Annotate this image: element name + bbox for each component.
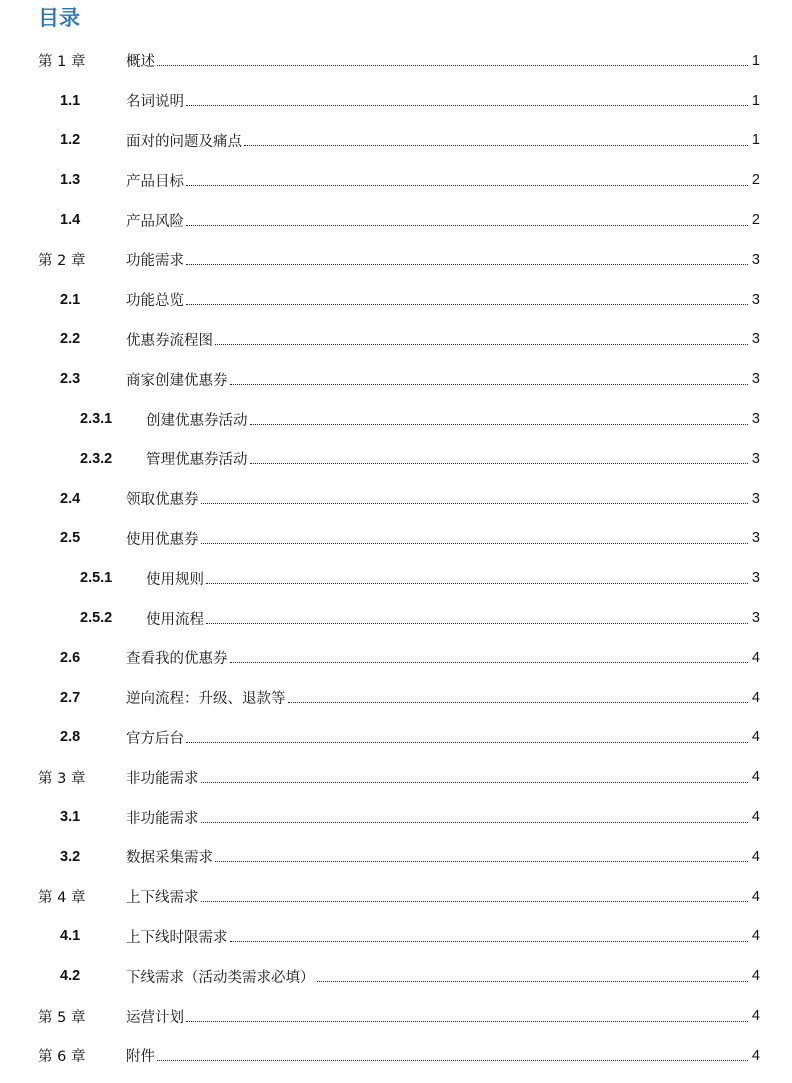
toc-dot-leader [244,145,748,146]
toc-entry-number: 第 4 章 [38,890,86,907]
toc-entry[interactable] [0,1036,792,1076]
toc-entry-page-number: 3 [751,490,760,507]
toc-dot-leader [186,105,748,106]
toc-entry-page-number: 3 [751,331,760,348]
toc-entry-title: 功能总览 [126,293,184,310]
toc-entry[interactable] [0,41,792,81]
toc-dot-leader [186,742,748,743]
toc-entry-title: 产品目标 [126,173,184,190]
toc-entry-title: 管理优惠券活动 [146,452,248,469]
toc-entry-title: 查看我的优惠券 [126,651,228,668]
toc-dot-leader [250,424,749,425]
toc-entry[interactable] [0,280,792,320]
toc-entry[interactable] [0,519,792,559]
toc-entry-number: 2.8 [60,729,81,746]
toc-dot-leader [215,344,748,345]
toc-entry-number: 2.6 [60,649,81,666]
toc-dot-leader [206,583,748,584]
toc-title: 目录 [38,6,80,30]
toc-entry[interactable] [0,479,792,519]
toc-entry-page-number: 2 [751,172,760,189]
toc-entry[interactable] [0,917,792,957]
toc-dot-leader [201,901,749,902]
toc-entry[interactable] [0,678,792,718]
toc-entry-number: 2.4 [60,490,81,507]
toc-entry[interactable] [0,200,792,240]
toc-dot-leader [250,463,749,464]
toc-entry-number: 第 6 章 [38,1049,86,1066]
toc-entry[interactable] [0,956,792,996]
toc-entry-page-number: 1 [751,132,760,149]
toc-entry-page-number: 2 [751,212,760,229]
toc-entry-number: 第 2 章 [38,253,86,270]
toc-entry-page-number: 3 [751,251,760,268]
toc-entry-title: 名词说明 [126,94,184,111]
toc-entry-page-number: 3 [751,530,760,547]
toc-entry-page-number: 4 [751,888,760,905]
toc-entry[interactable] [0,359,792,399]
toc-entry[interactable] [0,121,792,161]
toc-dot-leader [230,662,749,663]
toc-entry-number: 3.1 [60,809,81,826]
toc-entry-page-number: 3 [751,570,760,587]
toc-entry[interactable] [0,837,792,877]
toc-entry-number: 2.5.2 [80,610,113,627]
toc-entry-page-number: 4 [751,848,760,865]
toc-entry-number: 2.3.2 [80,450,113,467]
toc-entry-number: 3.2 [60,848,81,865]
toc-entry-number: 2.7 [60,689,81,706]
toc-entry[interactable] [0,160,792,200]
toc-entry-title: 非功能需求 [126,770,199,787]
toc-entry-title: 使用规则 [146,571,204,588]
toc-entry-page-number: 4 [751,729,760,746]
toc-entry-number: 2.2 [60,331,81,348]
toc-entry-title: 逆向流程：升级、退款等 [126,691,286,708]
toc-dot-leader [157,1060,748,1061]
toc-entry-title: 运营计划 [126,1009,184,1026]
toc-dot-leader [317,981,749,982]
toc-entry-number: 2.5.1 [80,570,113,587]
toc-entry-title: 上下线时限需求 [126,929,228,946]
toc-entry-page-number: 4 [751,689,760,706]
toc-entry[interactable] [0,399,792,439]
toc-entry-title: 概述 [126,54,155,71]
toc-entry-number: 2.5 [60,530,81,547]
toc-entry[interactable] [0,81,792,121]
toc-entry-title: 附件 [126,1049,155,1066]
toc-entry-title: 非功能需求 [126,810,199,827]
toc-entry-title: 官方后台 [126,730,184,747]
toc-entry-number: 2.3 [60,371,81,388]
toc-entry-number: 4.1 [60,928,81,945]
toc-entry-title: 功能需求 [126,253,184,270]
toc-dot-leader [186,1021,748,1022]
toc-entry-page-number: 4 [751,1008,760,1025]
toc-entry-number: 2.1 [60,291,81,308]
toc-entry-title: 创建优惠券活动 [146,412,248,429]
toc-entry-page-number: 3 [751,450,760,467]
toc-entry[interactable] [0,598,792,638]
toc-entry[interactable] [0,718,792,758]
toc-entry-page-number: 4 [751,649,760,666]
toc-entry[interactable] [0,996,792,1036]
toc-entry-number: 1.3 [60,172,81,189]
toc-entry-title: 面对的问题及痛点 [126,133,242,150]
toc-dot-leader [201,782,749,783]
toc-dot-leader [206,623,748,624]
toc-entry-number: 2.3.1 [80,411,113,428]
toc-entry-page-number: 4 [751,769,760,786]
toc-entry-title: 产品风险 [126,213,184,230]
toc-dot-leader [230,384,749,385]
toc-entry[interactable] [0,797,792,837]
toc-dot-leader [157,65,748,66]
toc-entry-title: 使用优惠券 [126,531,199,548]
toc-entry[interactable] [0,638,792,678]
toc-dot-leader [201,822,749,823]
toc-entry-number: 第 3 章 [38,770,86,787]
toc-entry-page-number: 4 [751,1047,760,1064]
toc-dot-leader [215,861,748,862]
toc-entry-number: 1.1 [60,92,81,109]
toc-entry-number: 1.4 [60,212,81,229]
toc-entry[interactable] [0,877,792,917]
toc-entry-page-number: 3 [751,291,760,308]
toc-dot-leader [186,225,748,226]
toc-entry-number: 1.2 [60,132,81,149]
toc-entry[interactable] [0,558,792,598]
toc-dot-leader [186,264,748,265]
toc-entry-title: 优惠券流程图 [126,332,213,349]
toc-entry-title: 使用流程 [146,611,204,628]
toc-entry-page-number: 1 [751,52,760,69]
toc-entry[interactable] [0,439,792,479]
toc-entry-title: 上下线需求 [126,890,199,907]
toc-entry-number: 第 1 章 [38,54,86,71]
toc-dot-leader [201,543,749,544]
toc-entry-number: 第 5 章 [38,1009,86,1026]
toc-dot-leader [230,941,749,942]
toc-dot-leader [201,503,749,504]
toc-entry-page-number: 3 [751,411,760,428]
toc-entry-page-number: 1 [751,92,760,109]
toc-entry-page-number: 4 [751,968,760,985]
toc-entry-page-number: 3 [751,610,760,627]
toc-entry-title: 数据采集需求 [126,850,213,867]
toc-dot-leader [186,304,748,305]
toc-entry-page-number: 4 [751,928,760,945]
toc-entry-page-number: 4 [751,809,760,826]
toc-entry-number: 4.2 [60,968,81,985]
toc-entry[interactable] [0,240,792,280]
toc-entry-title: 领取优惠券 [126,492,199,509]
toc-entry-page-number: 3 [751,371,760,388]
toc-entry[interactable] [0,320,792,360]
toc-dot-leader [288,702,749,703]
toc-entry-title: 下线需求（活动类需求必填） [126,969,315,986]
toc-entry-title: 商家创建优惠券 [126,372,228,389]
toc-list [0,41,792,1076]
toc-entry[interactable] [0,757,792,797]
toc-dot-leader [186,185,748,186]
